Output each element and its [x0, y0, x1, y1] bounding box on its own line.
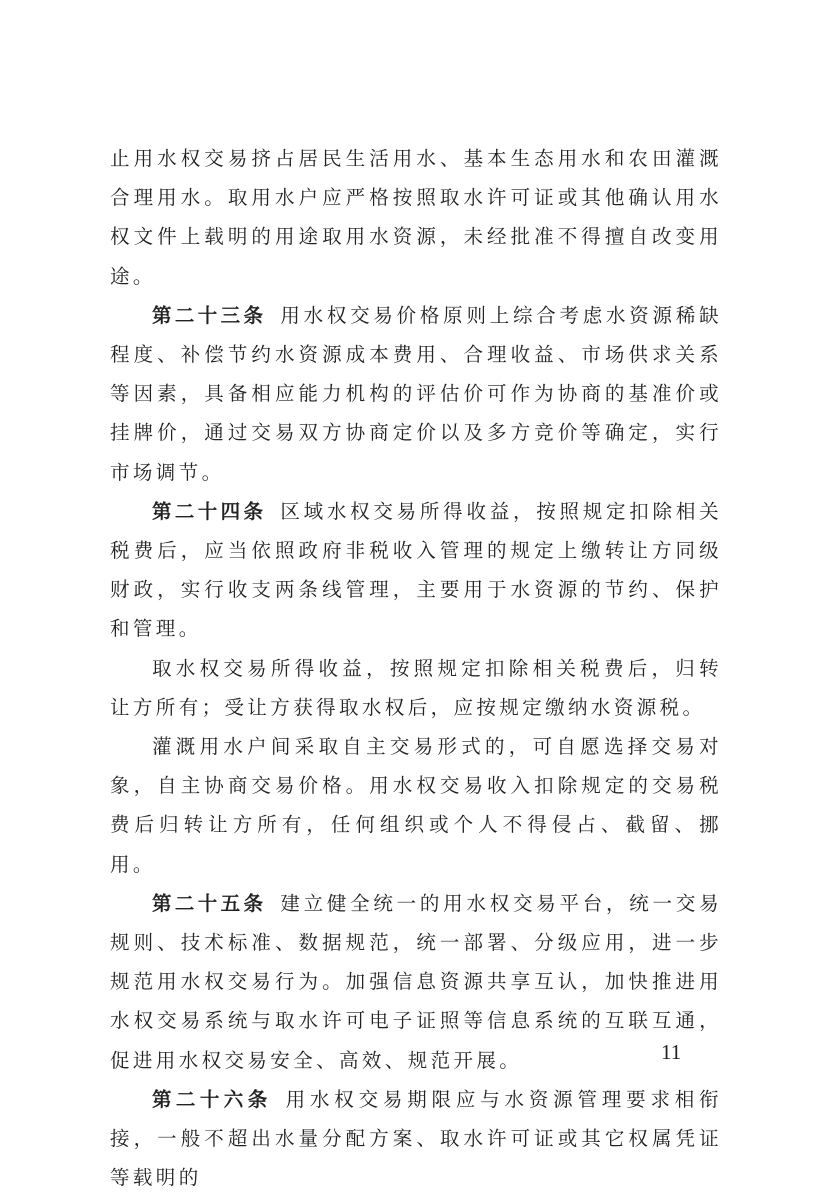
- article-23: [110, 296, 722, 492]
- article-25: [110, 884, 722, 1080]
- article-heading: 第二十三条: [152, 303, 267, 327]
- paragraph-text: 区域水权交易所得收益，按照规定扣除相关税费后，应当依照政府非税收入管理的规定上缴转让方同级财政，实行收支两条线管理，主要用于水资源的节约、保护和管理。: [110, 499, 722, 641]
- article-heading: 第二十四条: [152, 499, 267, 523]
- paragraph-continuation: [110, 139, 722, 296]
- paragraph-text: 取水权交易所得收益，按照规定扣除相关税费后，归转让方所有；受让方获得取水权后，应按规定缴纳水资源税。: [110, 656, 722, 719]
- paragraph: [110, 649, 722, 727]
- page-number: 11: [661, 1040, 682, 1064]
- paragraph-text: 建立健全统一的用水权交易平台，统一交易规则、技术标准、数据规范，统一部署、分级应用，进一步规范用水权交易行为。加强信息资源共享互认，加快推进用水权交易系统与取水许可电子证照等信息系统的互联互通，促进用水权交易安全、高效、规范开展。: [110, 891, 722, 1072]
- article-heading: 第二十五条: [152, 891, 267, 915]
- paragraph-text: 止用水权交易挤占居民生活用水、基本生态用水和农田灌溉合理用水。取用水户应严格按照取水许可证或其他确认用水权文件上载明的用途取用水资源，未经批准不得擅自改变用途。: [110, 147, 722, 288]
- paragraph-text: 灌溉用水户间采取自主交易形式的，可自愿选择交易对象，自主协商交易价格。用水权交易收入扣除规定的交易税费后归转让方所有，任何组织或个人不得侵占、截留、挪用。: [110, 735, 722, 876]
- article-24: [110, 492, 722, 649]
- paragraph-text: 用水权交易价格原则上综合考虑水资源稀缺程度、补偿节约水资源成本费用、合理收益、市场供求关系等因素，具备相应能力机构的评估价可作为协商的基准价或挂牌价，通过交易双方协商定价以及多方竞价等确定，实行市场调节。: [110, 303, 722, 484]
- paragraph: [110, 727, 722, 884]
- paragraph-text: 用水权交易期限应与水资源管理要求相衔接，一般不超出水量分配方案、取水许可证或其它权属凭证等载明的: [110, 1087, 722, 1190]
- article-heading: 第二十六条: [152, 1087, 272, 1111]
- document-body: [110, 139, 722, 1197]
- article-26: [110, 1080, 722, 1197]
